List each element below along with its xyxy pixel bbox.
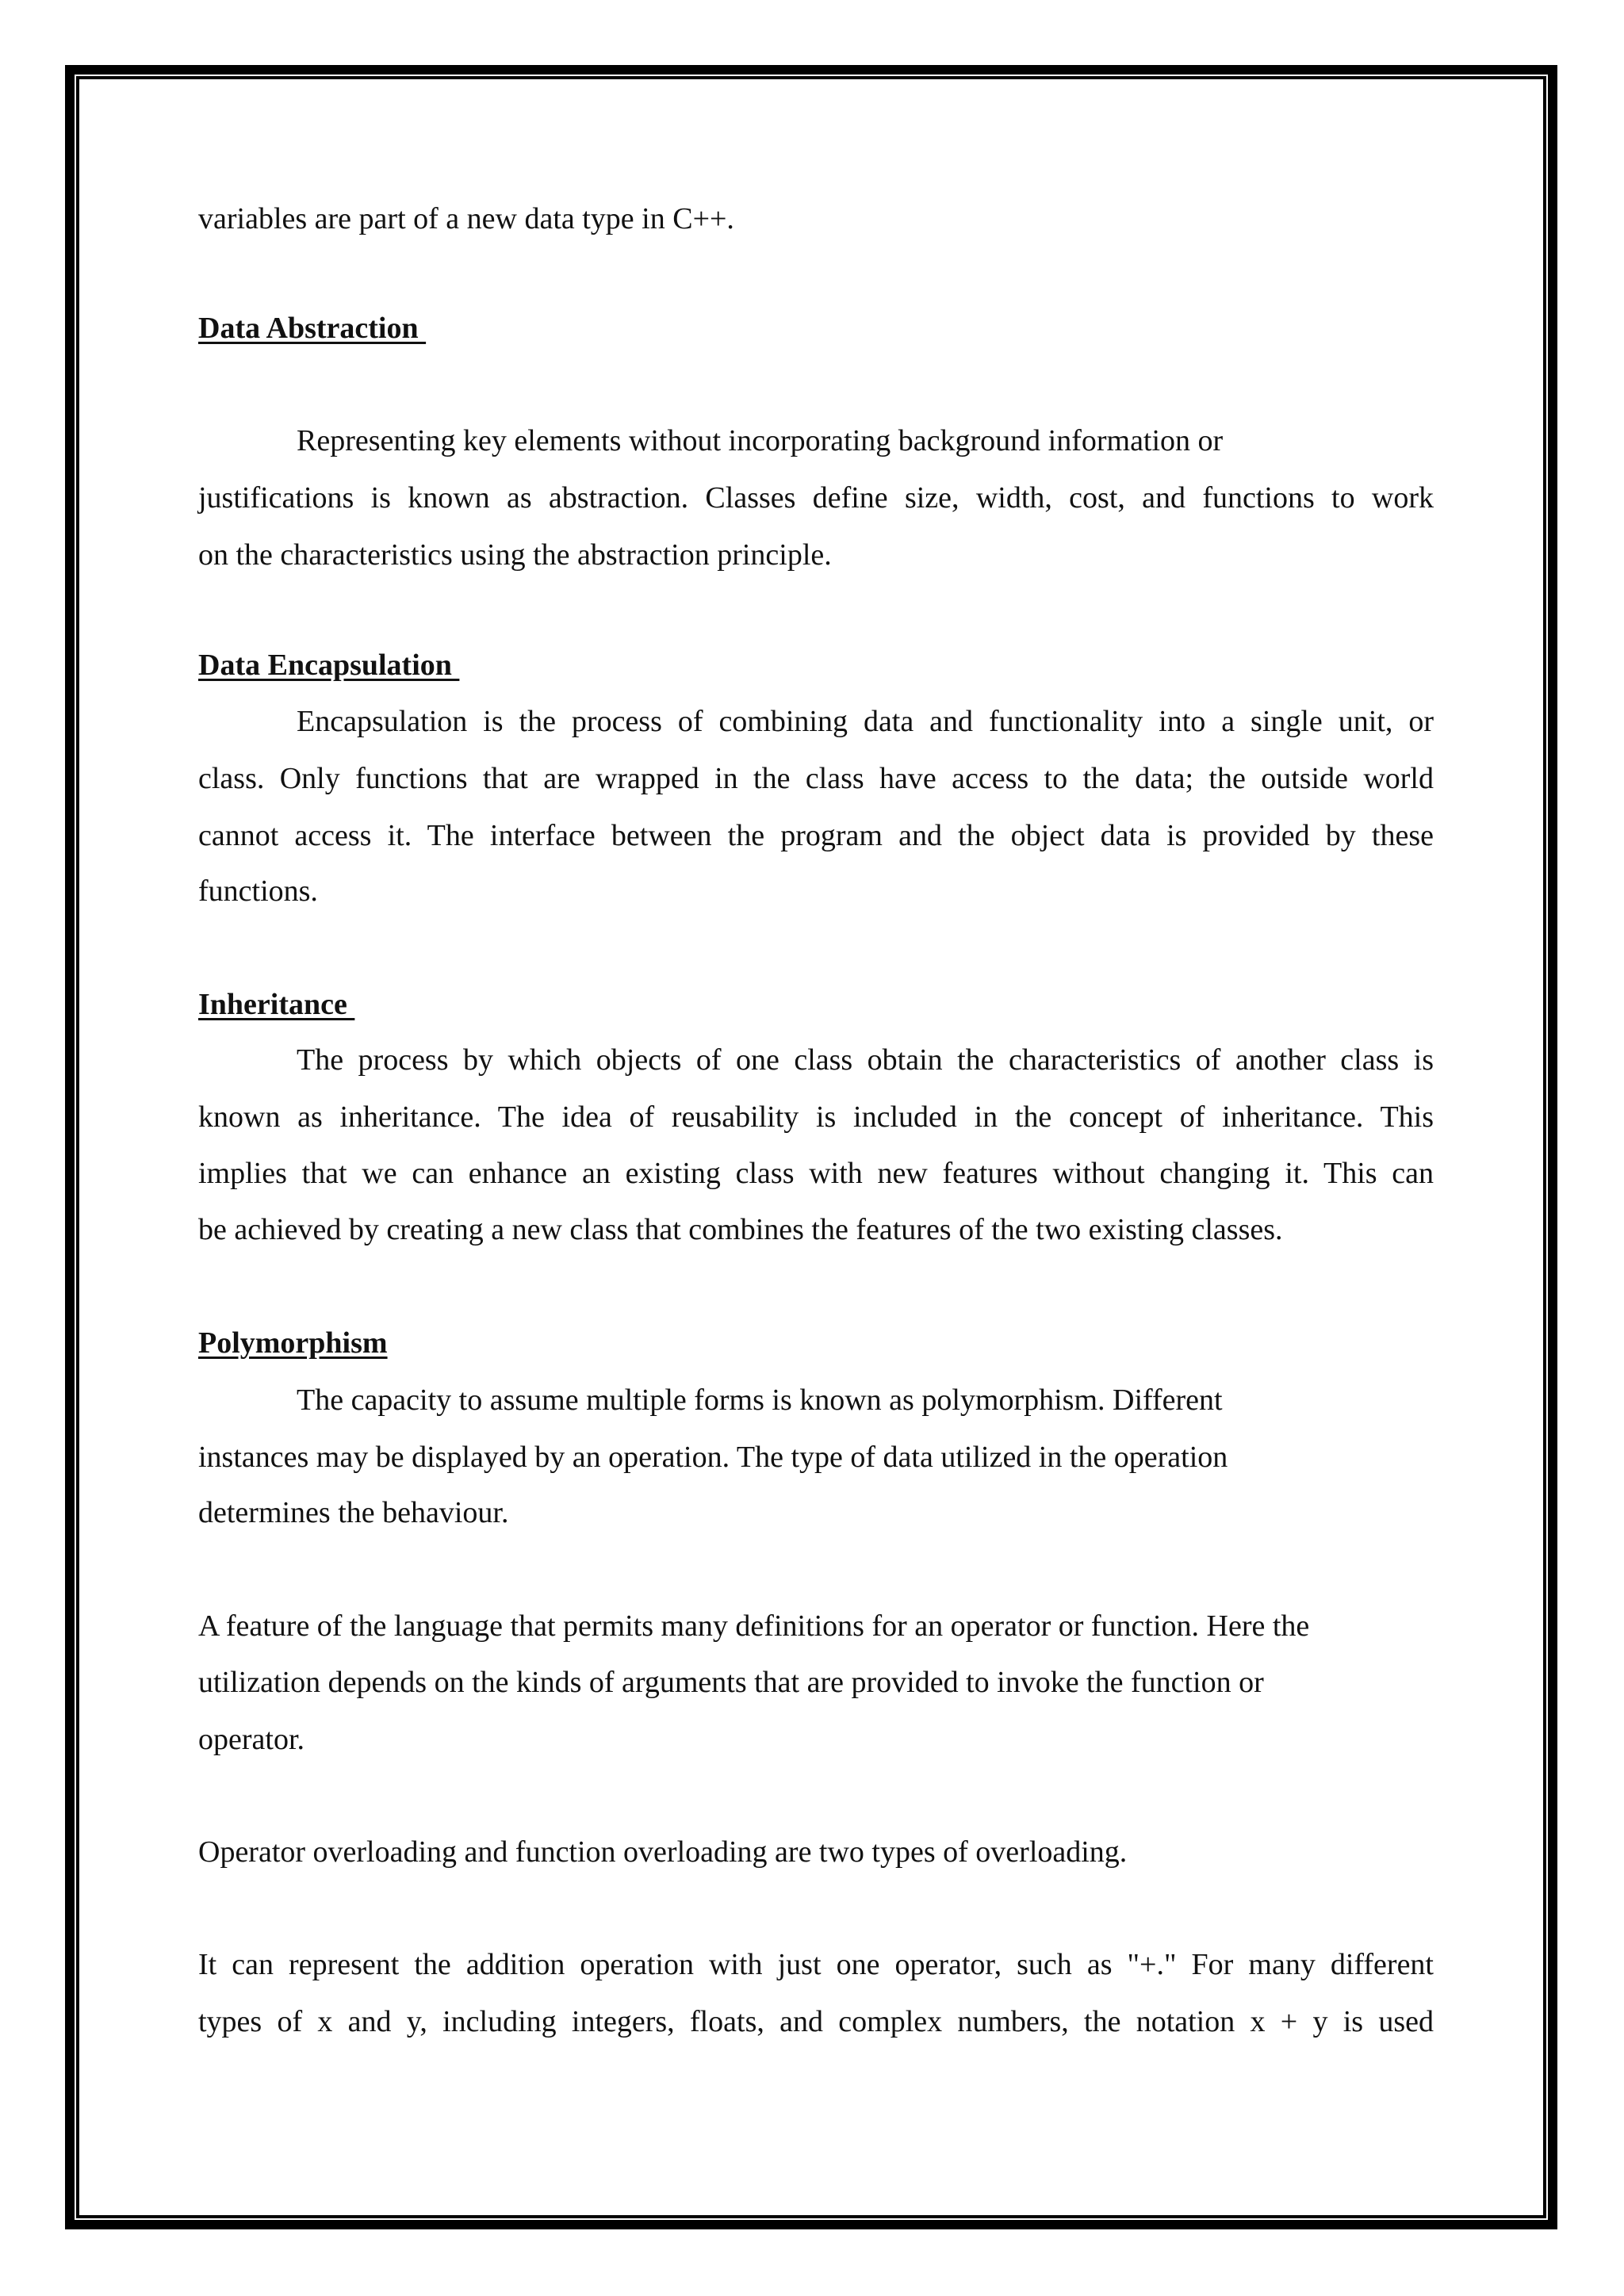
intro-line: variables are part of a new data type in C++. bbox=[198, 202, 734, 235]
encapsulation-line-1: Encapsulation is the process of combining data and functionality into a single unit, or bbox=[297, 705, 1434, 738]
encapsulation-line-3: cannot access it. The interface between the program and the object data is provided by these bbox=[198, 819, 1434, 852]
polymorphism-line-3: determines the behaviour. bbox=[198, 1496, 509, 1529]
abstraction-line-1: Representing key elements without incorporating background information or bbox=[297, 424, 1224, 457]
inheritance-line-3: implies that we can enhance an existing class with new features without changing it. This can bbox=[198, 1157, 1434, 1190]
overloading-p3-line-2: types of x and y, including integers, floats, and complex numbers, the notation x + y is used bbox=[198, 2005, 1434, 2038]
overloading-p1-line-1: A feature of the language that permits many definitions for an operator or function. Here the bbox=[198, 1609, 1310, 1643]
encapsulation-line-4: functions. bbox=[198, 874, 318, 908]
page-content bbox=[198, 0, 1434, 2296]
inheritance-line-4: be achieved by creating a new class that combines the features of the two existing classes. bbox=[198, 1213, 1283, 1246]
abstraction-line-3: on the characteristics using the abstraction principle. bbox=[198, 538, 832, 572]
heading-inheritance: Inheritance bbox=[198, 988, 355, 1021]
overloading-p1-line-2: utilization depends on the kinds of arguments that are provided to invoke the function or bbox=[198, 1666, 1264, 1699]
polymorphism-line-2: instances may be displayed by an operation. The type of data utilized in the operation bbox=[198, 1441, 1228, 1474]
overloading-p1-line-3: operator. bbox=[198, 1723, 305, 1756]
overloading-p2: Operator overloading and function overloading are two types of overloading. bbox=[198, 1835, 1128, 1869]
polymorphism-line-1: The capacity to assume multiple forms is known as polymorphism. Different bbox=[297, 1383, 1223, 1417]
overloading-p3-line-1: It can represent the addition operation with just one operator, such as "+." For many different bbox=[198, 1948, 1434, 1981]
inheritance-line-1: The process by which objects of one class obtain the characteristics of another class is bbox=[297, 1043, 1434, 1077]
heading-data-encapsulation: Data Encapsulation bbox=[198, 649, 460, 682]
abstraction-line-2: justifications is known as abstraction. Classes define size, width, cost, and functions to work bbox=[198, 481, 1434, 515]
heading-data-abstraction: Data Abstraction bbox=[198, 312, 427, 345]
inheritance-line-2: known as inheritance. The idea of reusability is included in the concept of inheritance. This bbox=[198, 1100, 1434, 1134]
encapsulation-line-2: class. Only functions that are wrapped in the class have access to the data; the outside world bbox=[198, 762, 1434, 795]
heading-polymorphism: Polymorphism bbox=[198, 1326, 388, 1360]
